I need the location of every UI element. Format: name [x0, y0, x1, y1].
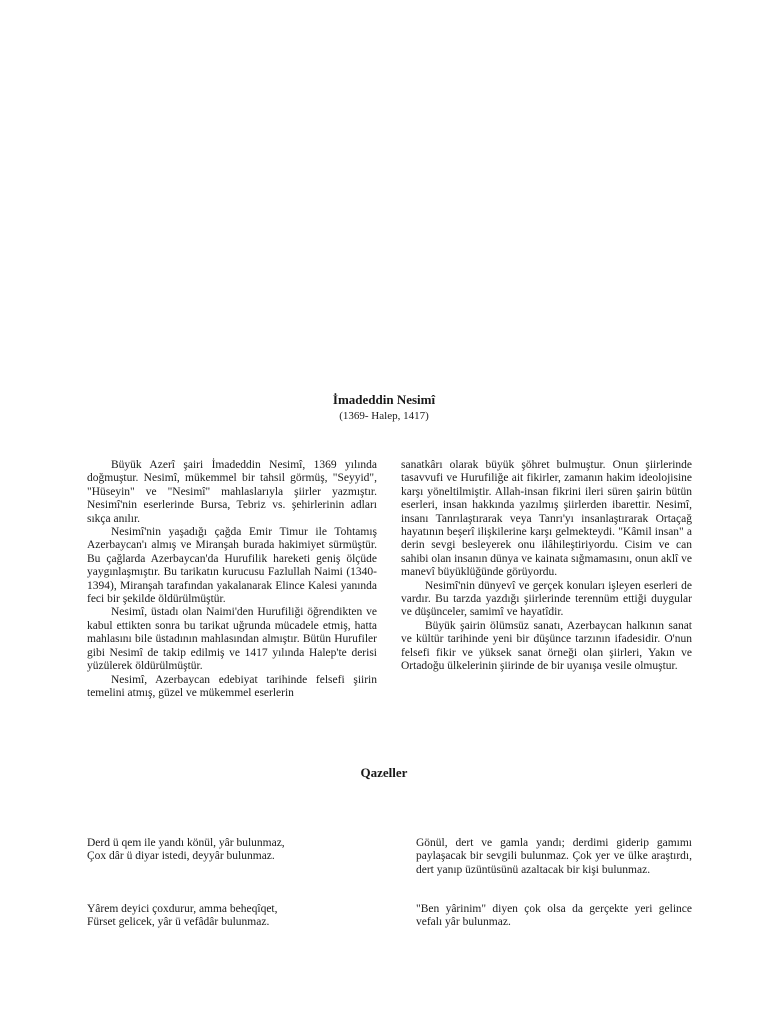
- gazel-line: Yârem deyici çoxdurur, amma beheqîqet,: [87, 903, 278, 915]
- bio-paragraph: sanatkârı olarak büyük şöhret bulmuştur. Onun şiirlerinde tasavvufi ve Hurufiliğe ait fikirler, zamanın hakim ideolojisine karşı yöneltilmiştir. Allah-insan fikrini ileri süren şairin bütün eserleri, insan hakkında yazılmış şiirlerden ibarettir. Nesimî, insanı Tanrılaştırarak veya Tanrı'yı insanlaştırarak Ortaçağ hayatının beşerî ilişkilerine karşı gelmekteydi. "Kâmil insan" a derin sevgi besleyerek onu ilâhileştiriyordu. Cisim ve can sahibi olan insanın dünya ve kainata sığmamasını, onun aklî ve manevî büyüklüğünde görüyordu.: [401, 459, 692, 579]
- gazel-line: Çox dâr ü diyar istedi, deyyâr bulunmaz.: [87, 850, 275, 863]
- bio-column-right: [401, 459, 692, 674]
- bio-paragraph: Nesimî'nin dünyevî ve gerçek konuları işleyen eserleri de vardır. Bu tarzda yazdığı şiirlerinde terennüm ettiği duygular ve düşünceler, samimî ve hayatîdir.: [401, 579, 692, 619]
- bio-paragraph: Nesimî'nin yaşadığı çağda Emir Timur ile Tohtamış Azerbaycan'ı almış ve Miranşah burada hakimiyet sürmüştür. Bu çağlarda Azerbaycan'da Hurufilik hareketi geniş ölçüde yaygınlaşmıştır. Bu tarikatın kurucusu Fazlullah Naimi (1340-1394), Miranşah tarafından yakalanarak Elince Kalesi yanında feci bir şekilde öldürülmüştür.: [87, 526, 377, 606]
- gazel-line: Derd ü qem ile yandı könül, yâr bulunmaz,: [87, 837, 285, 849]
- gazel-translation: [416, 903, 692, 930]
- gazel-translation: [416, 837, 692, 877]
- bio-paragraph: Büyük Azerî şairi İmadeddin Nesimî, 1369 yılında doğmuştur. Nesimî, mükemmel bir tahsil görmüş, "Seyyid", "Hüseyin" ve "Nesimî" mahlaslarıyla şiirler yazmıştır. Nesimî'nin eserlerinde Bursa, Tebriz vs. şehirlerinin adları sıkça anılır.: [87, 459, 377, 525]
- bio-paragraph: Nesimî, Azerbaycan edebiyat tarihinde felsefi şiirin temelini atmış, güzel ve mükemmel eserlerin: [87, 673, 377, 699]
- bio-paragraph: Büyük şairin ölümsüz sanatı, Azerbaycan halkının sanat ve kültür tarihinde yeni bir düşünce tarzının ifadesidir. O'nun felsefi fikir ve yüksek sanat örneği olan şiirleri, Yakın ve Ortadoğu ülkelerinin şiirinde de bir uyanışa vesile olmuştur.: [401, 619, 692, 673]
- page-title: İmadeddin Nesimî: [332, 392, 436, 407]
- section-title: Qazeller: [360, 765, 408, 780]
- bio-paragraph: Nesimî, üstadı olan Naimi'den Hurufiliği öğrendikten ve kabul ettikten sonra bu tarikat uğrunda mücadele etmiş, hatta mahlasını bile üstadının mahlasından almıştır. Bütün Hurufiler gibi Nesimî de takip edilmiş ve 1417 yılında Halep'te derisi yüzülerek öldürülmüştür.: [87, 606, 377, 673]
- page-subtitle: (1369- Halep, 1417): [339, 410, 429, 422]
- gazel-couplet: [87, 903, 377, 930]
- translation-text: "Ben yârinim" diyen çok olsa da gerçekte yeri gelince vefalı yâr bulunmaz.: [416, 903, 692, 929]
- bio-column-left: [87, 459, 377, 700]
- gazel-couplet: [87, 837, 377, 864]
- gazel-line: Fürset gelicek, yâr ü vefâdâr bulunmaz.: [87, 916, 270, 929]
- translation-text: Gönül, dert ve gamla yandı; derdimi giderip gamımı paylaşacak bir sevgili bulunmaz. Çok yer ve ülke araştırdı, dert yanıp üzüntüsünü azaltacak bir kişi bulunmaz.: [416, 837, 692, 876]
